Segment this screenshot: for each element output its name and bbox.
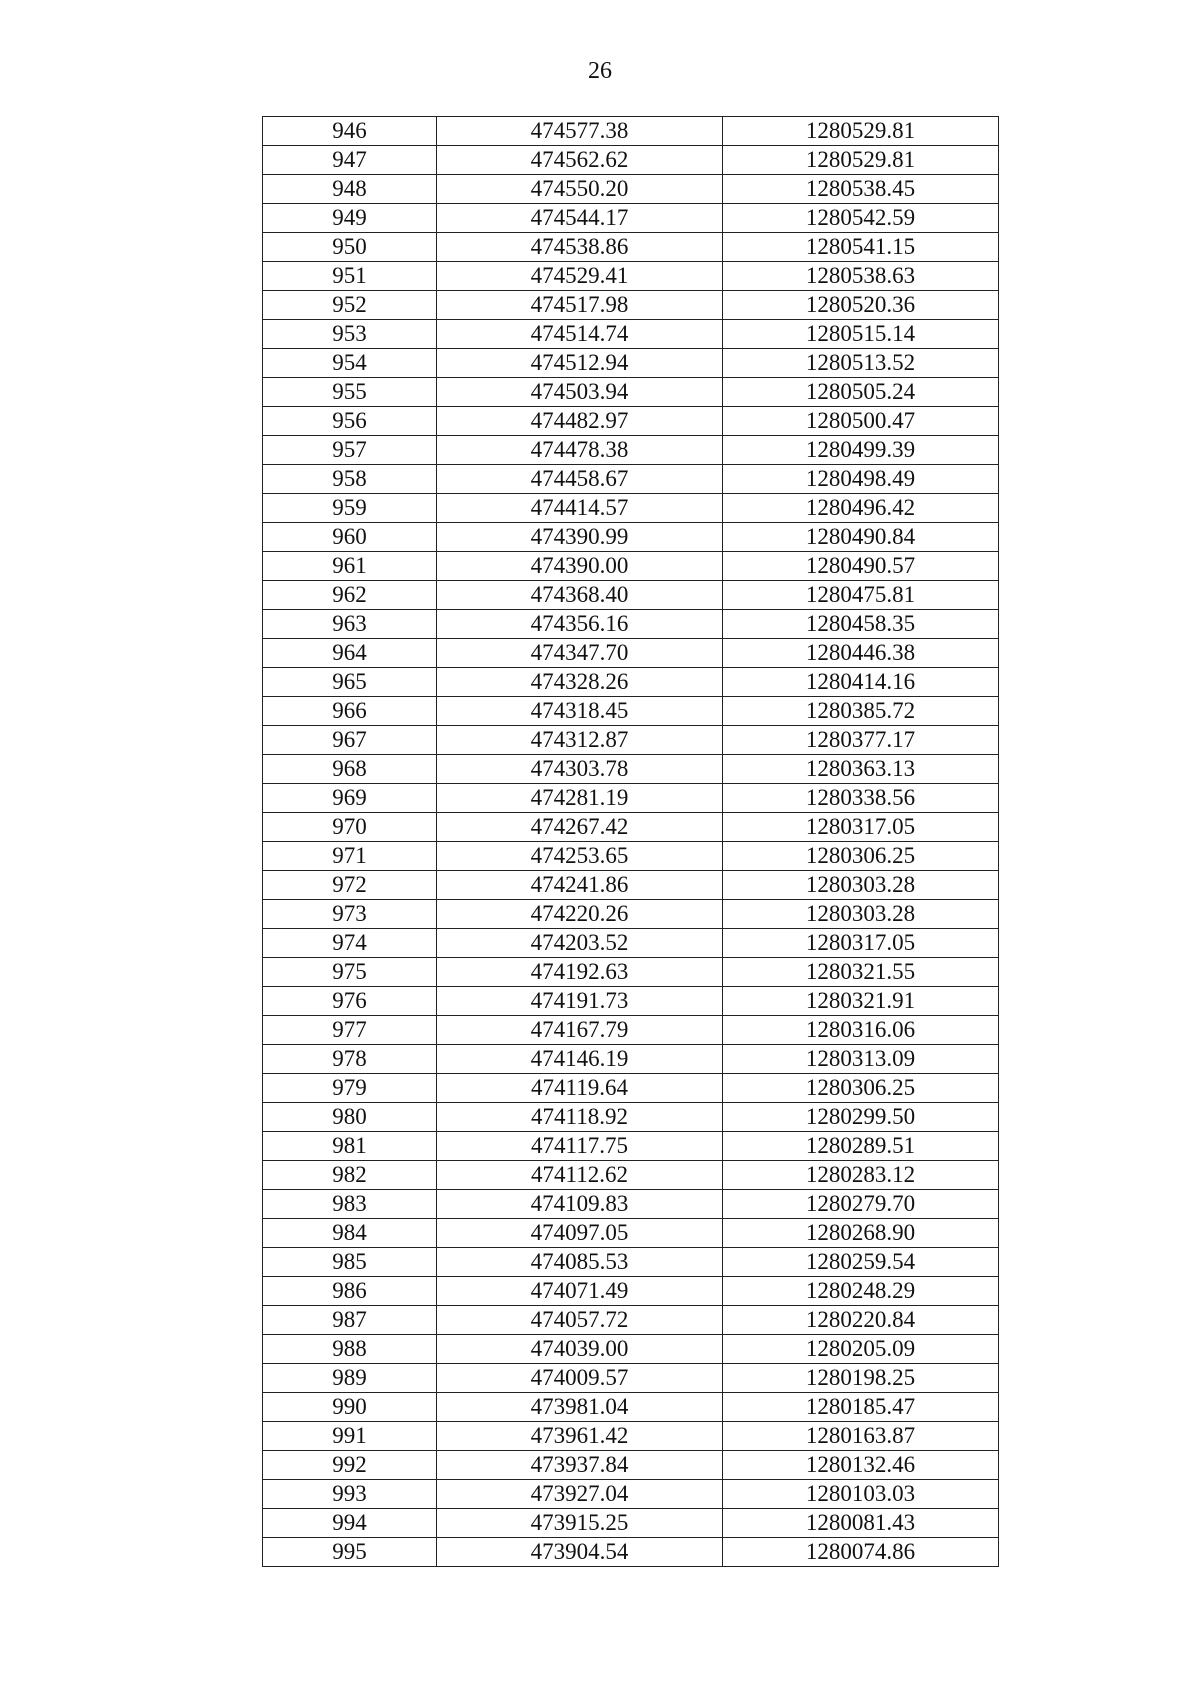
point-number-cell: 955 <box>263 378 437 407</box>
table-row <box>263 1248 999 1277</box>
y-coordinate-cell: 1280385.72 <box>723 697 999 726</box>
table-row <box>263 117 999 146</box>
x-coordinate-cell: 474478.38 <box>437 436 723 465</box>
y-coordinate-cell: 1280313.09 <box>723 1045 999 1074</box>
y-coordinate-cell: 1280490.57 <box>723 552 999 581</box>
table-row <box>263 1480 999 1509</box>
y-coordinate-cell: 1280377.17 <box>723 726 999 755</box>
y-coordinate-cell: 1280505.24 <box>723 378 999 407</box>
x-coordinate-cell: 474009.57 <box>437 1364 723 1393</box>
x-coordinate-cell: 474368.40 <box>437 581 723 610</box>
y-coordinate-cell: 1280316.06 <box>723 1016 999 1045</box>
x-coordinate-cell: 474356.16 <box>437 610 723 639</box>
table-row <box>263 233 999 262</box>
x-coordinate-cell: 474482.97 <box>437 407 723 436</box>
x-coordinate-cell: 474253.65 <box>437 842 723 871</box>
point-number-cell: 962 <box>263 581 437 610</box>
table-row <box>263 697 999 726</box>
x-coordinate-cell: 474347.70 <box>437 639 723 668</box>
table-row <box>263 900 999 929</box>
x-coordinate-cell: 474118.92 <box>437 1103 723 1132</box>
y-coordinate-cell: 1280490.84 <box>723 523 999 552</box>
table-row <box>263 987 999 1016</box>
point-number-cell: 974 <box>263 929 437 958</box>
y-coordinate-cell: 1280363.13 <box>723 755 999 784</box>
table-row <box>263 581 999 610</box>
point-number-cell: 965 <box>263 668 437 697</box>
x-coordinate-cell: 474220.26 <box>437 900 723 929</box>
page-number: 26 <box>588 58 612 84</box>
point-number-cell: 958 <box>263 465 437 494</box>
y-coordinate-cell: 1280248.29 <box>723 1277 999 1306</box>
point-number-cell: 977 <box>263 1016 437 1045</box>
table-row <box>263 349 999 378</box>
x-coordinate-cell: 474109.83 <box>437 1190 723 1219</box>
table-row <box>263 871 999 900</box>
x-coordinate-cell: 474267.42 <box>437 813 723 842</box>
x-coordinate-cell: 474544.17 <box>437 204 723 233</box>
point-number-cell: 949 <box>263 204 437 233</box>
table-row <box>263 523 999 552</box>
x-coordinate-cell: 474577.38 <box>437 117 723 146</box>
x-coordinate-cell: 474085.53 <box>437 1248 723 1277</box>
x-coordinate-cell: 474039.00 <box>437 1335 723 1364</box>
table-row <box>263 175 999 204</box>
y-coordinate-cell: 1280283.12 <box>723 1161 999 1190</box>
y-coordinate-cell: 1280513.52 <box>723 349 999 378</box>
x-coordinate-cell: 474390.00 <box>437 552 723 581</box>
table-row <box>263 1393 999 1422</box>
y-coordinate-cell: 1280498.49 <box>723 465 999 494</box>
y-coordinate-cell: 1280132.46 <box>723 1451 999 1480</box>
x-coordinate-cell: 474117.75 <box>437 1132 723 1161</box>
x-coordinate-cell: 474390.99 <box>437 523 723 552</box>
y-coordinate-cell: 1280414.16 <box>723 668 999 697</box>
y-coordinate-cell: 1280306.25 <box>723 1074 999 1103</box>
point-number-cell: 972 <box>263 871 437 900</box>
table-row <box>263 1277 999 1306</box>
table-row <box>263 1219 999 1248</box>
point-number-cell: 946 <box>263 117 437 146</box>
x-coordinate-cell: 473904.54 <box>437 1538 723 1567</box>
point-number-cell: 970 <box>263 813 437 842</box>
y-coordinate-cell: 1280198.25 <box>723 1364 999 1393</box>
x-coordinate-cell: 474097.05 <box>437 1219 723 1248</box>
y-coordinate-cell: 1280496.42 <box>723 494 999 523</box>
x-coordinate-cell: 474328.26 <box>437 668 723 697</box>
table-row <box>263 1422 999 1451</box>
point-number-cell: 953 <box>263 320 437 349</box>
table-row <box>263 1335 999 1364</box>
y-coordinate-cell: 1280074.86 <box>723 1538 999 1567</box>
y-coordinate-cell: 1280515.14 <box>723 320 999 349</box>
point-number-cell: 982 <box>263 1161 437 1190</box>
point-number-cell: 957 <box>263 436 437 465</box>
point-number-cell: 964 <box>263 639 437 668</box>
x-coordinate-cell: 474303.78 <box>437 755 723 784</box>
table-row <box>263 1161 999 1190</box>
table-row <box>263 407 999 436</box>
y-coordinate-cell: 1280205.09 <box>723 1335 999 1364</box>
x-coordinate-cell: 474503.94 <box>437 378 723 407</box>
x-coordinate-cell: 474514.74 <box>437 320 723 349</box>
y-coordinate-cell: 1280259.54 <box>723 1248 999 1277</box>
table-row <box>263 1132 999 1161</box>
table-row <box>263 1509 999 1538</box>
y-coordinate-cell: 1280279.70 <box>723 1190 999 1219</box>
table-row <box>263 668 999 697</box>
table-row <box>263 1451 999 1480</box>
point-number-cell: 969 <box>263 784 437 813</box>
y-coordinate-cell: 1280500.47 <box>723 407 999 436</box>
table-row <box>263 755 999 784</box>
y-coordinate-cell: 1280103.03 <box>723 1480 999 1509</box>
y-coordinate-cell: 1280446.38 <box>723 639 999 668</box>
table-row <box>263 813 999 842</box>
table-row <box>263 320 999 349</box>
point-number-cell: 959 <box>263 494 437 523</box>
point-number-cell: 993 <box>263 1480 437 1509</box>
y-coordinate-cell: 1280321.55 <box>723 958 999 987</box>
point-number-cell: 950 <box>263 233 437 262</box>
x-coordinate-cell: 474119.64 <box>437 1074 723 1103</box>
table-row <box>263 1103 999 1132</box>
table-row <box>263 1364 999 1393</box>
point-number-cell: 947 <box>263 146 437 175</box>
table-row <box>263 291 999 320</box>
coordinates-table-body <box>263 117 999 1567</box>
table-row <box>263 1016 999 1045</box>
table-row <box>263 1538 999 1567</box>
point-number-cell: 968 <box>263 755 437 784</box>
x-coordinate-cell: 474203.52 <box>437 929 723 958</box>
point-number-cell: 991 <box>263 1422 437 1451</box>
table-row <box>263 1306 999 1335</box>
point-number-cell: 971 <box>263 842 437 871</box>
x-coordinate-cell: 474191.73 <box>437 987 723 1016</box>
x-coordinate-cell: 474312.87 <box>437 726 723 755</box>
point-number-cell: 992 <box>263 1451 437 1480</box>
y-coordinate-cell: 1280299.50 <box>723 1103 999 1132</box>
y-coordinate-cell: 1280520.36 <box>723 291 999 320</box>
x-coordinate-cell: 474318.45 <box>437 697 723 726</box>
x-coordinate-cell: 474458.67 <box>437 465 723 494</box>
y-coordinate-cell: 1280458.35 <box>723 610 999 639</box>
y-coordinate-cell: 1280268.90 <box>723 1219 999 1248</box>
table-row <box>263 494 999 523</box>
table-row <box>263 842 999 871</box>
table-row <box>263 552 999 581</box>
x-coordinate-cell: 473961.42 <box>437 1422 723 1451</box>
coordinates-table <box>262 116 999 1567</box>
y-coordinate-cell: 1280289.51 <box>723 1132 999 1161</box>
point-number-cell: 995 <box>263 1538 437 1567</box>
y-coordinate-cell: 1280541.15 <box>723 233 999 262</box>
table-row <box>263 436 999 465</box>
table-row <box>263 1045 999 1074</box>
x-coordinate-cell: 474057.72 <box>437 1306 723 1335</box>
y-coordinate-cell: 1280081.43 <box>723 1509 999 1538</box>
table-row <box>263 639 999 668</box>
point-number-cell: 980 <box>263 1103 437 1132</box>
point-number-cell: 978 <box>263 1045 437 1074</box>
point-number-cell: 967 <box>263 726 437 755</box>
table-row <box>263 465 999 494</box>
y-coordinate-cell: 1280303.28 <box>723 900 999 929</box>
x-coordinate-cell: 473937.84 <box>437 1451 723 1480</box>
x-coordinate-cell: 474241.86 <box>437 871 723 900</box>
y-coordinate-cell: 1280306.25 <box>723 842 999 871</box>
x-coordinate-cell: 474192.63 <box>437 958 723 987</box>
point-number-cell: 979 <box>263 1074 437 1103</box>
table-row <box>263 1074 999 1103</box>
table-row <box>263 262 999 291</box>
y-coordinate-cell: 1280538.45 <box>723 175 999 204</box>
point-number-cell: 984 <box>263 1219 437 1248</box>
y-coordinate-cell: 1280338.56 <box>723 784 999 813</box>
y-coordinate-cell: 1280529.81 <box>723 117 999 146</box>
point-number-cell: 994 <box>263 1509 437 1538</box>
point-number-cell: 963 <box>263 610 437 639</box>
x-coordinate-cell: 474529.41 <box>437 262 723 291</box>
x-coordinate-cell: 474562.62 <box>437 146 723 175</box>
table-row <box>263 146 999 175</box>
y-coordinate-cell: 1280163.87 <box>723 1422 999 1451</box>
point-number-cell: 983 <box>263 1190 437 1219</box>
y-coordinate-cell: 1280321.91 <box>723 987 999 1016</box>
point-number-cell: 975 <box>263 958 437 987</box>
x-coordinate-cell: 474414.57 <box>437 494 723 523</box>
table-row <box>263 378 999 407</box>
x-coordinate-cell: 474281.19 <box>437 784 723 813</box>
point-number-cell: 986 <box>263 1277 437 1306</box>
table-row <box>263 784 999 813</box>
point-number-cell: 960 <box>263 523 437 552</box>
x-coordinate-cell: 474550.20 <box>437 175 723 204</box>
x-coordinate-cell: 474112.62 <box>437 1161 723 1190</box>
point-number-cell: 976 <box>263 987 437 1016</box>
x-coordinate-cell: 473981.04 <box>437 1393 723 1422</box>
table-row <box>263 929 999 958</box>
y-coordinate-cell: 1280303.28 <box>723 871 999 900</box>
y-coordinate-cell: 1280499.39 <box>723 436 999 465</box>
point-number-cell: 988 <box>263 1335 437 1364</box>
point-number-cell: 966 <box>263 697 437 726</box>
y-coordinate-cell: 1280317.05 <box>723 929 999 958</box>
x-coordinate-cell: 474146.19 <box>437 1045 723 1074</box>
point-number-cell: 948 <box>263 175 437 204</box>
y-coordinate-cell: 1280317.05 <box>723 813 999 842</box>
point-number-cell: 990 <box>263 1393 437 1422</box>
point-number-cell: 973 <box>263 900 437 929</box>
point-number-cell: 952 <box>263 291 437 320</box>
y-coordinate-cell: 1280475.81 <box>723 581 999 610</box>
table-row <box>263 610 999 639</box>
point-number-cell: 989 <box>263 1364 437 1393</box>
point-number-cell: 954 <box>263 349 437 378</box>
table-row <box>263 958 999 987</box>
point-number-cell: 956 <box>263 407 437 436</box>
point-number-cell: 987 <box>263 1306 437 1335</box>
point-number-cell: 951 <box>263 262 437 291</box>
x-coordinate-cell: 474167.79 <box>437 1016 723 1045</box>
x-coordinate-cell: 473927.04 <box>437 1480 723 1509</box>
table-row <box>263 1190 999 1219</box>
x-coordinate-cell: 474517.98 <box>437 291 723 320</box>
point-number-cell: 981 <box>263 1132 437 1161</box>
y-coordinate-cell: 1280220.84 <box>723 1306 999 1335</box>
point-number-cell: 985 <box>263 1248 437 1277</box>
y-coordinate-cell: 1280538.63 <box>723 262 999 291</box>
x-coordinate-cell: 474538.86 <box>437 233 723 262</box>
y-coordinate-cell: 1280185.47 <box>723 1393 999 1422</box>
x-coordinate-cell: 474071.49 <box>437 1277 723 1306</box>
table-row <box>263 204 999 233</box>
table-row <box>263 726 999 755</box>
x-coordinate-cell: 473915.25 <box>437 1509 723 1538</box>
point-number-cell: 961 <box>263 552 437 581</box>
y-coordinate-cell: 1280542.59 <box>723 204 999 233</box>
x-coordinate-cell: 474512.94 <box>437 349 723 378</box>
y-coordinate-cell: 1280529.81 <box>723 146 999 175</box>
